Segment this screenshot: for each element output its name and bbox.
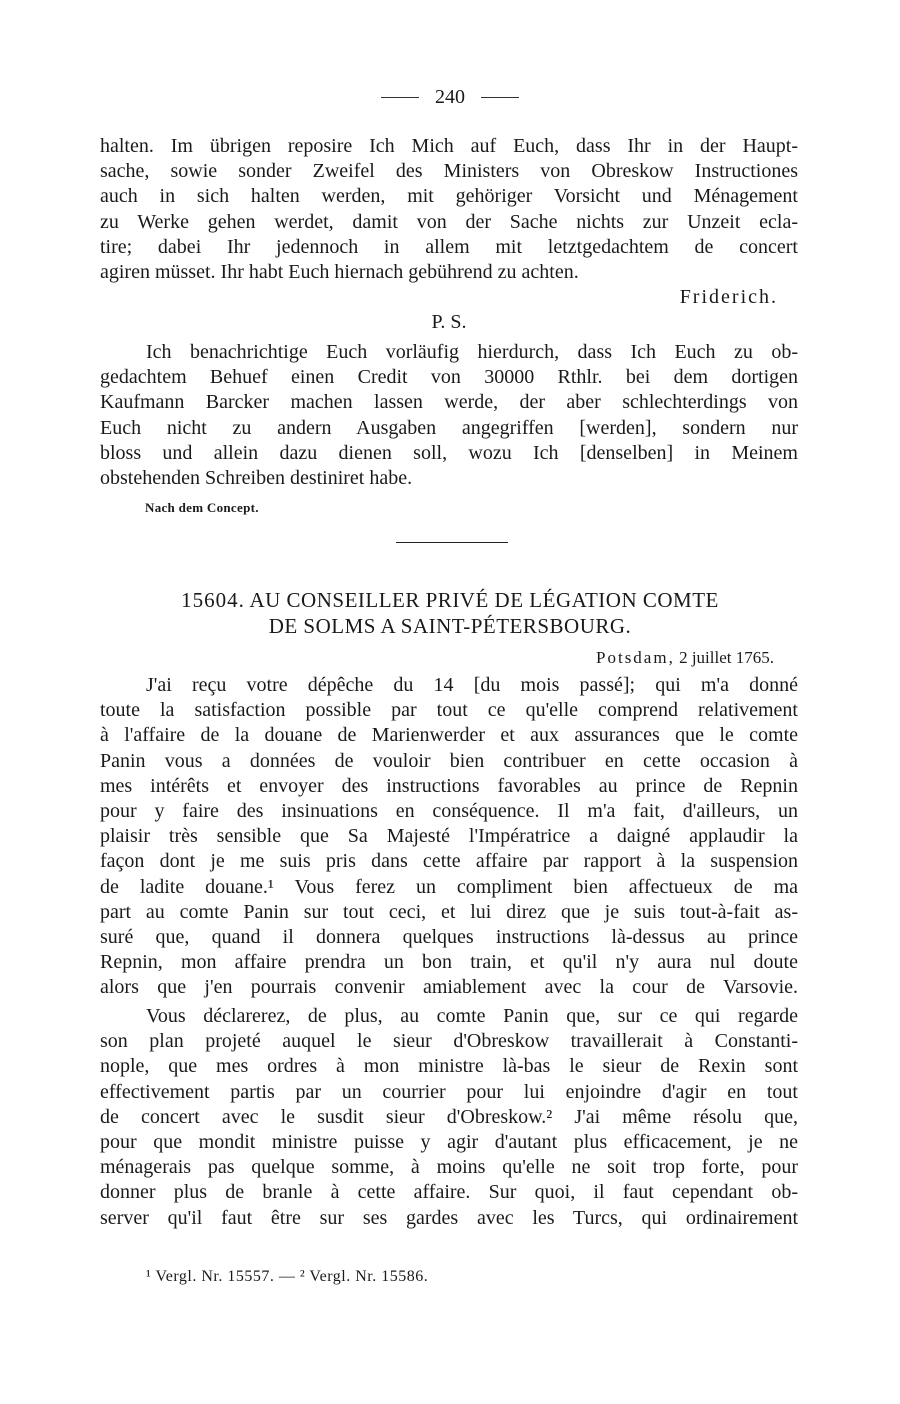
text-line: Kaufmann Barcker machen lassen werde, der aber schlechterdings von (100, 391, 798, 414)
ps-heading: P. S. (431, 311, 467, 334)
source-note: Nach dem Concept. (145, 500, 259, 515)
text-line: pour que mondit ministre puisse y agir d'autant plus efficacement, je ne (100, 1130, 798, 1153)
top-paragraph (100, 134, 798, 336)
text-line: Panin vous a données de vouloir bien contribuer en cette occasion à (100, 749, 798, 772)
text-line: donner plus de branle à cette affaire. Sur quoi, il faut cependant ob- (100, 1181, 798, 1204)
text-line: alors que j'en pourrais convenir amiablement avec la cour de Varsovie. (100, 976, 798, 999)
body-paragraph-1 (100, 673, 798, 1000)
text-line: à l'affaire de la douane de Marienwerder et aux assurances que le comte (100, 724, 798, 747)
footnotes: ¹ Vergl. Nr. 15557. — ² Vergl. Nr. 15586. (146, 1268, 429, 1285)
text-line: toute la satisfaction possible par tout ce qu'elle comprend relativement (100, 699, 798, 722)
text-line: agiren müsset. Ihr habt Euch hiernach gebührend zu achten. (100, 260, 579, 283)
text-line: de ladite douane.¹ Vous ferez un compliment bien affectueux de ma (100, 875, 798, 898)
signature: Friderich. (679, 286, 778, 309)
text-line: son plan projeté auquel le sieur d'Obreskow travaillerait à Constanti- (100, 1030, 798, 1053)
text-line: Ich benachrichtige Euch vorläufig hierdurch, dass Ich Euch zu ob- (146, 341, 798, 363)
dateline-place: Potsdam, (596, 648, 675, 667)
text-line: part au comte Panin sur tout ceci, et lui direz que je suis tout-à-fait as- (100, 900, 798, 923)
letter-title-line-1 (0, 588, 900, 613)
text-line: suré que, quand il donnera quelques instructions là-dessus au prince (100, 925, 798, 948)
page-header (0, 86, 900, 109)
text-line: ménagerais pas quelque somme, à moins qu'elle ne soit trop forte, pour (100, 1156, 798, 1179)
text-line: de concert avec le susdit sieur d'Obreskow.² J'ai même résolu que, (100, 1105, 798, 1128)
text-line: bloss und allein dazu dienen soll, wozu Ich [denselben] in Meinem (100, 441, 798, 464)
text-line: plaisir très sensible que Sa Majesté l'Impératrice a daigné applaudir la (100, 825, 798, 848)
text-line: façon dont je me suis pris dans cette affaire par rapport à la suspension (100, 850, 798, 873)
letter-title-text: AU CONSEILLER PRIVÉ DE LÉGATION COMTE (249, 588, 719, 612)
text-line: nople, que mes ordres à mon ministre là-bas le sieur de Rexin sont (100, 1055, 798, 1078)
dateline-date: 2 juillet 1765. (679, 648, 774, 667)
text-line: effectivement partis par un courrier pour lui enjoindre d'agir en tout (100, 1080, 798, 1103)
text-line: obstehenden Schreiben destiniret habe. (100, 466, 413, 489)
text-line: sache, sowie sonder Zweifel des Ministers von Obreskow Instructiones (100, 160, 798, 183)
text-line: tire; dabei Ihr jedennoch in allem mit letztgedachtem de concert (100, 235, 798, 258)
text-line: auch in sich halten werden, mit gehöriger Vorsicht und Ménagement (100, 185, 798, 208)
text-line: server qu'il faut être sur ses gardes avec les Turcs, qui ordinairement (100, 1206, 798, 1229)
page-number: 240 (435, 86, 465, 108)
text-line: gedachtem Behuef einen Credit von 30000 Rthlr. bei dem dortigen (100, 366, 798, 389)
letter-title-line-2: DE SOLMS A SAINT-PÉTERSBOURG. (268, 614, 632, 638)
header-dash-left (381, 97, 419, 98)
text-line: Euch nicht zu andern Ausgaben angegriffen [werden], sondern nur (100, 416, 798, 439)
text-line: pour y faire des insinuations en conséquence. Il m'a fait, d'ailleurs, un (100, 799, 798, 822)
text-line: halten. Im übrigen reposire Ich Mich auf Euch, dass Ihr in der Haupt- (100, 135, 798, 157)
text-line: zu Werke gehen werdet, damit von der Sache nichts zur Unzeit ecla- (100, 210, 798, 233)
body-paragraph-2 (100, 1004, 798, 1231)
ps-paragraph (100, 340, 798, 491)
header-dash-right (481, 97, 519, 98)
text-line: Vous déclarerez, de plus, au comte Panin que, sur ce qui regarde (146, 1005, 798, 1027)
dateline (596, 648, 774, 668)
text-line: Repnin, mon affaire prendra un bon train, et qu'il n'y aura nul doute (100, 951, 798, 974)
section-divider (396, 542, 508, 543)
letter-number: 15604. (181, 588, 245, 612)
text-line: J'ai reçu votre dépêche du 14 [du mois passé]; qui m'a donné (146, 674, 798, 696)
text-line: mes intérêts et envoyer des instructions favorables au prince de Repnin (100, 774, 798, 797)
